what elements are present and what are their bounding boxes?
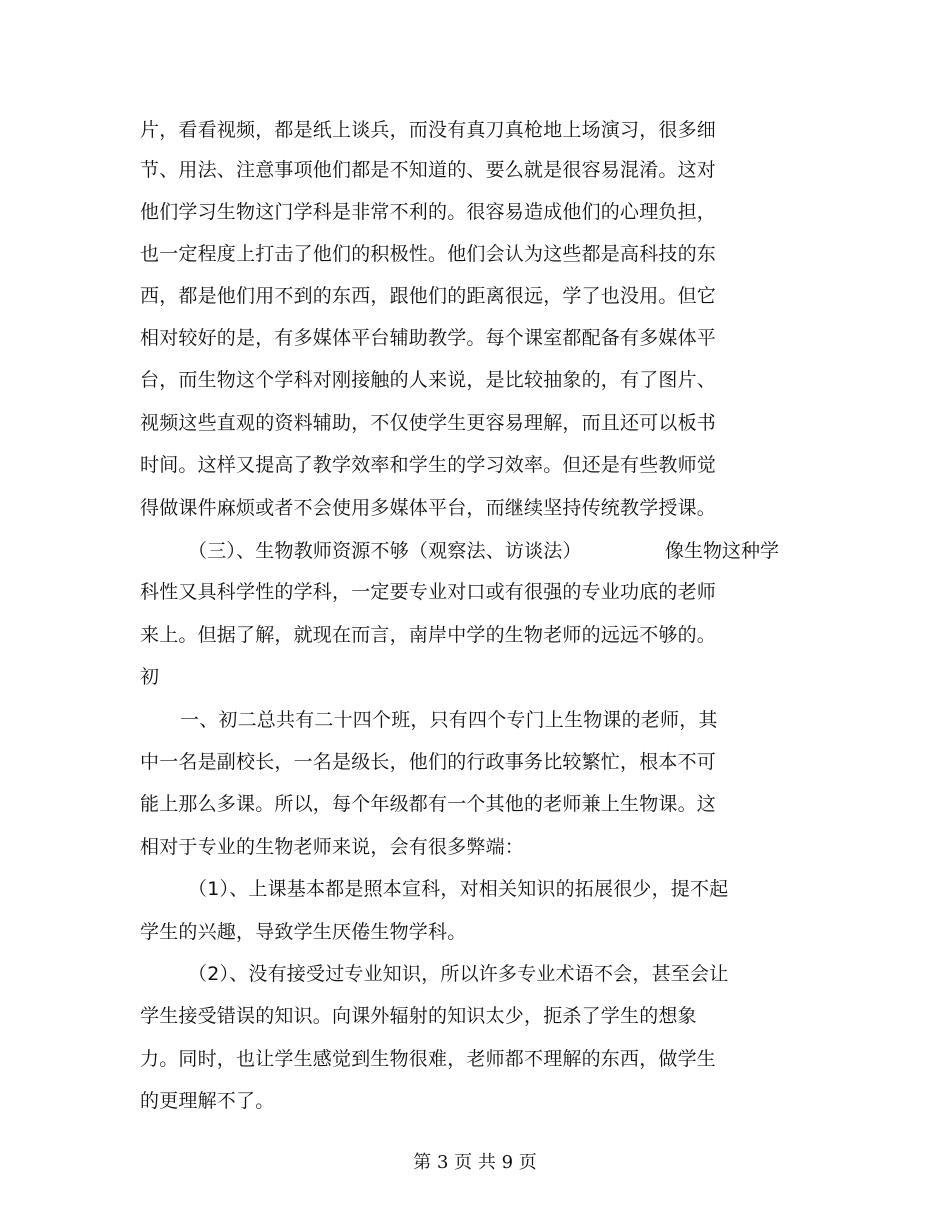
text-line: 科性又具科学性的学科，一定要专业对口或有很强的专业功底的老师 — [140, 581, 717, 603]
text-line: 视频这些直观的资料辅助，不仅使学生更容易理解，而且还可以板书 — [140, 412, 717, 434]
text-line: 能上那么多课。所以，每个年级都有一个其他的老师兼上生物课。这 — [140, 793, 717, 815]
text-line: 初 — [140, 666, 160, 688]
section-heading-tail: 像生物这种学 — [665, 540, 780, 562]
text-line: 的更理解不了。 — [140, 1090, 275, 1112]
text-line: 学生接受错误的知识。向课外辐射的知识太少，扼杀了学生的想象 — [140, 1005, 697, 1027]
text-line: 相对较好的是，有多媒体平台辅助教学。每个课室都配备有多媒体平 — [140, 327, 717, 349]
text-line: 相对于专业的生物老师来说，会有很多弊端： — [140, 836, 525, 858]
text-line: 力。同时，也让学生感觉到生物很难，老师都不理解的东西，做学生 — [140, 1048, 717, 1070]
page-footer: 第 3 页 共 9 页 — [413, 1152, 537, 1173]
text-line: 中一名是副校长，一名是级长，他们的行政事务比较繁忙，根本不可 — [140, 751, 717, 773]
section-heading: （三）、生物教师资源不够（观察法、访谈法） — [188, 540, 582, 562]
text-line: （1）、上课基本都是照本宣科，对相关知识的拓展很少，提不起 — [188, 878, 729, 900]
text-line: （2）、没有接受过专业知识，所以许多专业术语不会，甚至会让 — [188, 963, 729, 985]
text-line: 一、初二总共有二十四个班，只有四个专门上生物课的老师，其 — [180, 709, 718, 731]
text-line: 学生的兴趣，导致学生厌倦生物学科。 — [140, 921, 467, 943]
text-line: 也一定程度上打击了他们的积极性。他们会认为这些都是高科技的东 — [140, 243, 717, 265]
text-line: 得做课件麻烦或者不会使用多媒体平台，而继续坚持传统教学授课。 — [140, 497, 717, 519]
text-line: 时间。这样又提高了教学效率和学生的学习效率。但还是有些教师觉 — [140, 454, 717, 476]
text-line: 节、用法、注意事项他们都是不知道的、要么就是很容易混淆。这对 — [140, 159, 717, 181]
text-line: 台，而生物这个学科对刚接触的人来说，是比较抽象的，有了图片、 — [140, 369, 717, 391]
text-line: 片，看看视频，都是纸上谈兵，而没有真刀真枪地上场演习，很多细 — [140, 119, 717, 141]
text-line: 来上。但据了解，就现在而言，南岸中学的生物老师的远远不够的。 — [140, 624, 717, 646]
text-line: 他们学习生物这门学科是非常不利的。很容易造成他们的心理负担， — [140, 201, 717, 223]
text-line: 西，都是他们用不到的东西，跟他们的距离很远，学了也没用。但它 — [140, 285, 717, 307]
